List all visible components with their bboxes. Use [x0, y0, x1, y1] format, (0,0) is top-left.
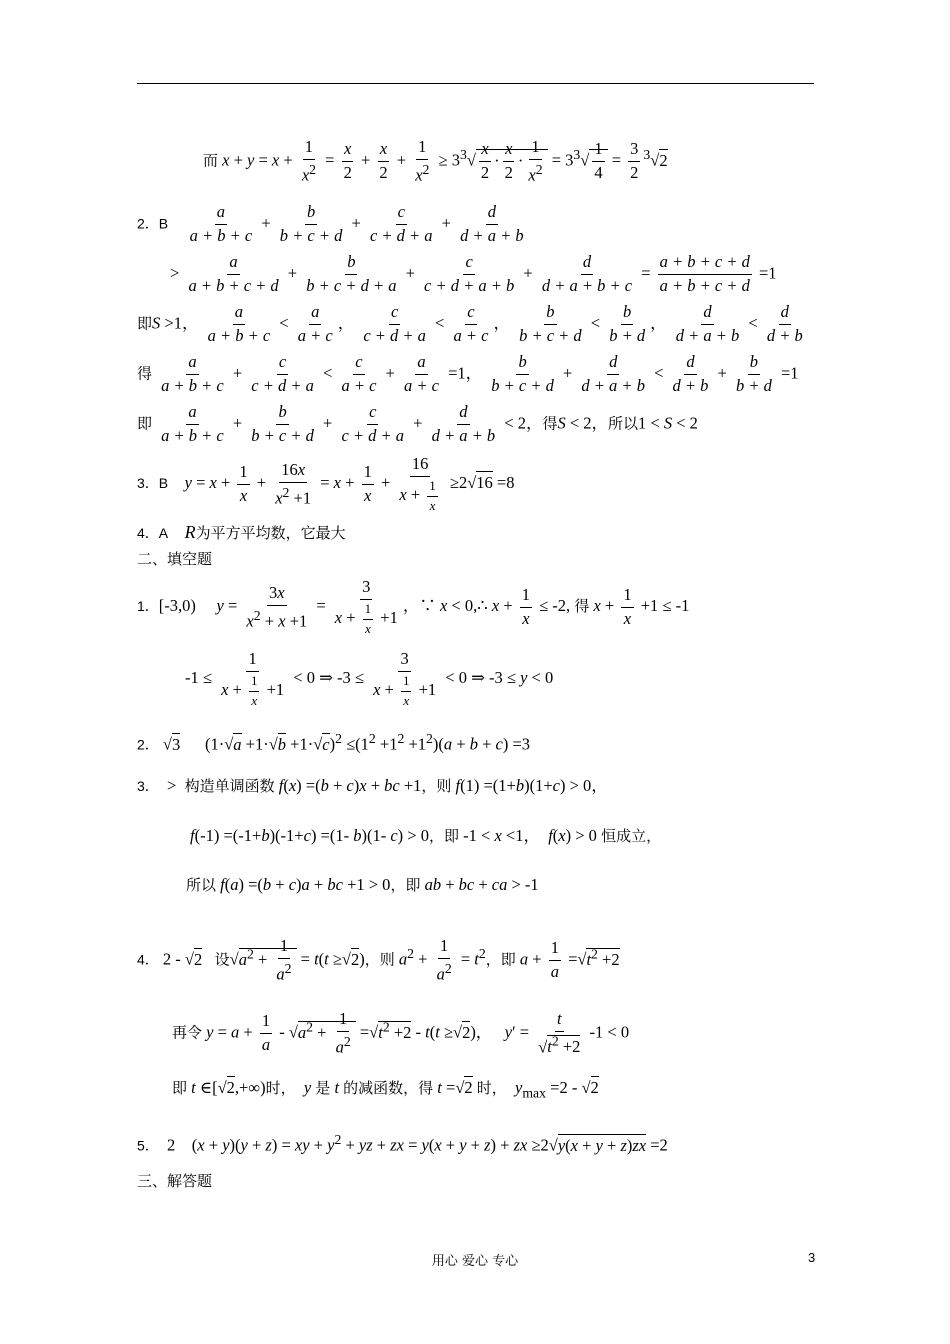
math-line: 而 x + y = x + $\frac{1}{x^2}$ = $\frac{x}{2}$ + $\frac{x}{2}$ + $\frac{1}{x^2}$ ≥ $3^3√$ $\frac{x}{2}$ · $\frac{x}{2}$ · $\frac{1}{x^2}$ = $3^3√$ $\frac{1}{4}$ = $\frac{3}{2}$ $^3$√2	[203, 137, 668, 185]
header-rule	[137, 83, 814, 84]
math-line: 3．B y = x + $\frac{1}{x}$ + $\frac{16x}{x^2 +1}$ = x + $\frac{1}{x}$ + 16 x + $\frac{1}{x}$ ≥2√16 =8	[137, 454, 515, 513]
math-line: f(-1) =(-1+b)(-1+c) =(1- b)(1- c) > 0，即 -1 < x <1， f(x) > 0 恒成立，	[190, 826, 662, 845]
math-line: 5． 2 (x + y)(y + z) = xy + $y^2$ + yz + zx = y(x + y + z) + zx ≥2√y(x + y + z)zx =2	[137, 1132, 668, 1155]
text-line: 4．A R为平方平均数，它最大	[137, 522, 346, 542]
math-line: 即S >1， $\frac{a}{a + b + c}$ < $\frac{a}{a + c}$ ， $\frac{c}{c + d + a}$ < $\frac{c}{a + c}$ ， $\frac{b}{b + c + d}$ < $\frac{b}{b + d}$ ， $\frac{d}{d + a + b}$ < $\frac{d}{d + b}$	[137, 302, 803, 345]
math-line: 2． √3 $(1\cdot√a +1\cdot√b +1\cdot√c)^2 \le(1^2 +1^2 +1^2)(a + b + c) =3$	[137, 731, 531, 754]
math-line: 1．[-3,0) y = $\frac{3x}{x^2 + x +1}$ = 3 x + $\frac{1}{x}$ +1 ，∵ x < 0,∴ x + $\frac{1}{x}$ ≤ -2, 得 x + $\frac{1}{x}$ +1 ≤ -1	[137, 577, 690, 636]
math-line: 4． 2 - √2 设$√a^2$ + $\frac{1}{a^2}$ = t(t ≥√2)，则 $a^2$ + $\frac{1}{a^2}$ = $t^2$，即 a + $\frac{1}{a}$ $=√t^2 +2$	[137, 936, 620, 984]
math-line: 再令 y = a + $\frac{1}{a}$ - $√a^2$ + $\frac{1}{a^2}$ $=√t^2 +2 - t(t \ge√2)$， y′ = $\frac{t}{√t^2 +2}$ -1 < 0	[172, 1009, 630, 1057]
math-line: 3． > 构造单调函数 f(x) =(b + c)x + bc +1，则 f(1) =(1+b)(1+c) > 0，	[137, 776, 608, 795]
math-line: 所以 f(a) =(b + c)a + bc +1 > 0，即 ab + bc + ca > -1	[186, 875, 539, 894]
page-number: 3	[808, 1250, 816, 1265]
math-line: > $\frac{a}{a + b + c + d}$ + $\frac{b}{b + c + d + a}$ + $\frac{c}{c + d + a + b}$ + $\frac{d}{d + a + b + c}$ = $\frac{a + b + c + d}{a + b + c + d}$ =1	[170, 252, 777, 295]
section-heading: 三、解答题	[137, 1172, 213, 1190]
math-line: -1 ≤ 1 x + $\frac{1}{x}$ +1 < 0 ⇒ -3 ≤ 3 x + $\frac{1}{x}$ +1 < 0 ⇒ -3 ≤ y < 0	[185, 649, 554, 708]
math-line: 即 $\frac{a}{a + b + c}$ + $\frac{b}{b + c + d}$ + $\frac{c}{c + d + a}$ + $\frac{d}{d + a + b}$ < 2，得S < 2，所以1 < S < 2	[137, 402, 698, 445]
footer-text: 用心 爱心 专心	[431, 1254, 519, 1269]
math-line: 得 $\frac{a}{a + b + c}$ + $\frac{c}{c + d + a}$ < $\frac{c}{a + c}$ + $\frac{a}{a + c}$ =1， $\frac{b}{b + c + d}$ + $\frac{d}{d + a + b}$ < $\frac{d}{d + b}$ + $\frac{b}{b + d}$ =1	[137, 352, 799, 395]
section-heading: 二、填空题	[137, 550, 213, 568]
math-line: 即 t ∈[√2,+∞)时， y 是 t 的减函数，得 t =√2 时， $y_{max} =2 - √2$	[172, 1078, 599, 1101]
math-line: 2．B $\frac{a}{a + b + c}$ + $\frac{b}{b + c + d}$ + $\frac{c}{c + d + a}$ + $\frac{d}{d + a + b}$	[137, 202, 524, 245]
